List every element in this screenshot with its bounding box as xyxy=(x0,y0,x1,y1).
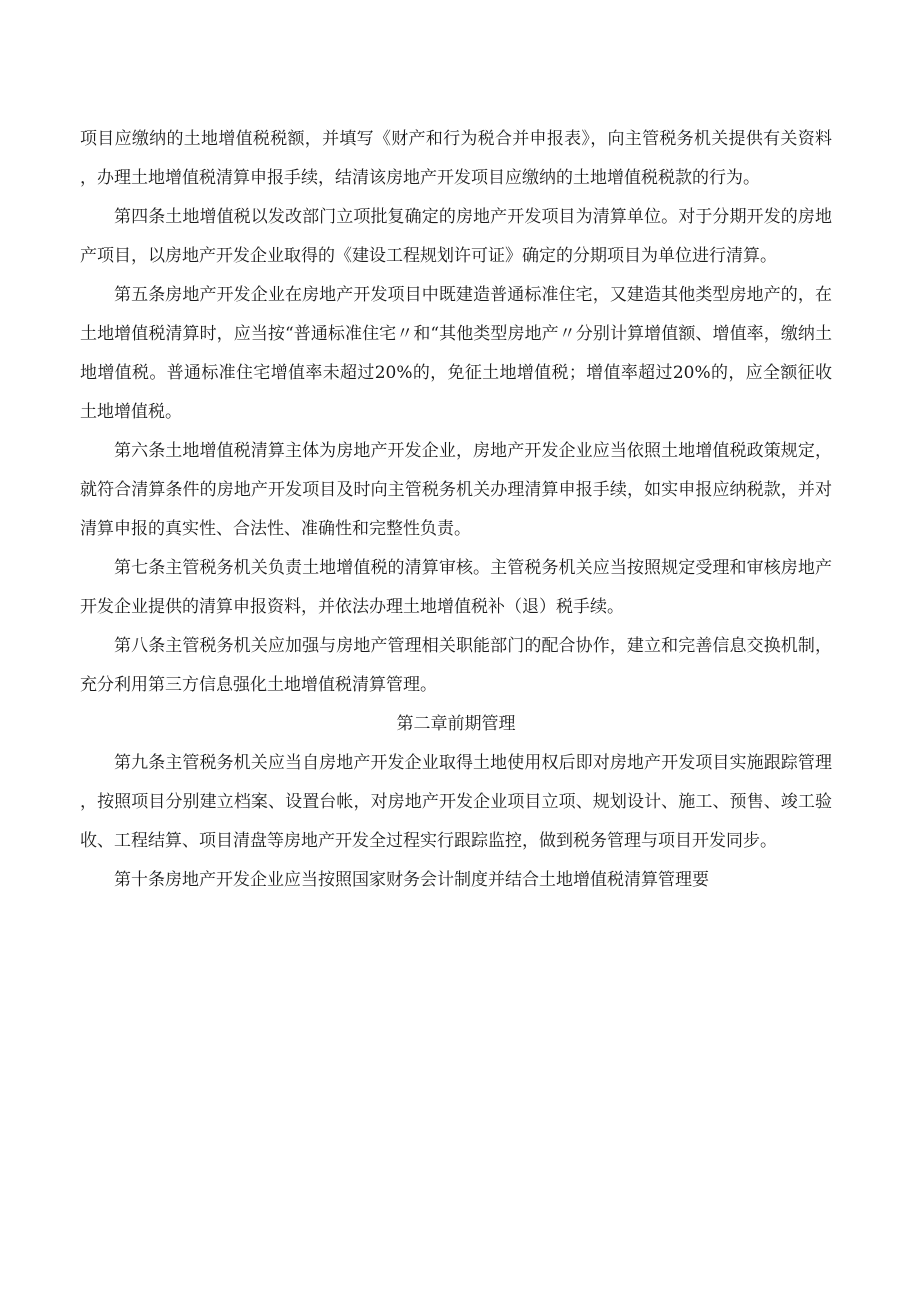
paragraph-article-7: 第七条主管税务机关负责土地增值税的清算审核。主管税务机关应当按照规定受理和审核房地产开发企业提供的清算申报资料，并依法办理土地增值税补（退）税手续。 xyxy=(80,558,832,617)
paragraph-continuation: 项目应缴纳的土地增值税税额，并填写《财产和行为税合并申报表》，向主管税务机关提供有关资料，办理土地增值税清算申报手续，结清该房地产开发项目应缴纳的土地增值税税款的行为。 xyxy=(80,129,832,188)
chapter-heading: 第二章前期管理 xyxy=(396,714,516,734)
paragraph-article-5: 第五条房地产开发企业在房地产开发项目中既建造普通标准住宅，又建造其他类型房地产的，在土地增值税清算时，应当按“普通标准住宅〃和“其他类型房地产〃分别计算增值额、增值率，缴纳土地增值税。普通标准住宅增值率未超过20%的，免征土地增值税；增值率超过20%的，应全额征收土地增值税。 xyxy=(80,285,832,422)
paragraph-article-9: 第九条主管税务机关应当自房地产开发企业取得土地使用权后即对房地产开发项目实施跟踪管理，按照项目分别建立档案、设置台帐，对房地产开发企业项目立项、规划设计、施工、预售、竣工验收、工程结算、项目清盘等房地产开发全过程实行跟踪监控，做到税务管理与项目开发同步。 xyxy=(80,753,832,851)
paragraph-article-6: 第六条土地增值税清算主体为房地产开发企业，房地产开发企业应当依照土地增值税政策规定，就符合清算条件的房地产开发项目及时向主管税务机关办理清算申报手续，如实申报应纳税款，并对清算申报的真实性、合法性、准确性和完整性负责。 xyxy=(80,441,832,539)
document-body xyxy=(80,120,832,900)
paragraph-article-10: 第十条房地产开发企业应当按照国家财务会计制度并结合土地增值税清算管理要 xyxy=(114,870,709,890)
paragraph-article-8: 第八条主管税务机关应加强与房地产管理相关职能部门的配合协作，建立和完善信息交换机制，充分利用第三方信息强化土地增值税清算管理。 xyxy=(80,636,832,695)
paragraph-article-4: 第四条土地增值税以发改部门立项批复确定的房地产开发项目为清算单位。对于分期开发的房地产项目，以房地产开发企业取得的《建设工程规划许可证》确定的分期项目为单位进行清算。 xyxy=(80,207,832,266)
